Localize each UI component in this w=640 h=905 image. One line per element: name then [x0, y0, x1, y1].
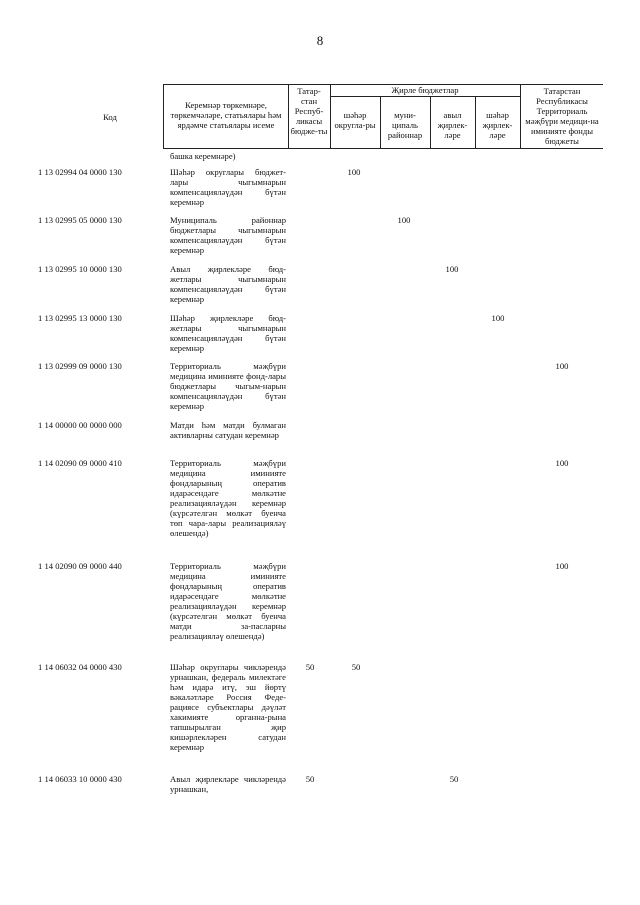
header-tfoms-budget: Татарстан Республикасы Территориаль мәҗбүри медици-на иминияте фонды бюджеты [525, 86, 599, 146]
value-tatarstan-budget: 50 [305, 662, 315, 672]
row-code: 1 14 06033 10 0000 430 [38, 774, 122, 784]
row-name: Шәһәр округлары чикләрендә урнашкан, федераль милектәге һәм идарә итү, эш йөртү вәкаләтләре Россия Феде-рациясе субъектлары дәүләт хакимияте органна-рына тапшырылган җир кишәрлекләрен сатудан керемнәр [170, 662, 286, 752]
row-code: 1 14 06032 04 0000 430 [38, 662, 122, 672]
row-name: башка керемнәре) [170, 151, 236, 161]
value-rural-settlements: 50 [449, 774, 459, 784]
row-name: Шәһәр җирлекләре бюд-жетлары чыгымнарын компенсацияләүдән бүтән керемнәр [170, 313, 286, 353]
value-tfoms-budget: 100 [555, 561, 569, 571]
header-municipal-districts: муни-ципаль районнар [387, 110, 423, 140]
row-code: 1 14 02090 09 0000 410 [38, 458, 122, 468]
header-local-budgets: Җирле бюджетлар [391, 85, 459, 95]
value-city-districts: 100 [347, 167, 361, 177]
row-name: Муниципаль районнар бюджетлары чыгымнарын компенсацияләүдән бүтән керемнәр [170, 215, 286, 255]
row-code: 1 13 02999 09 0000 130 [38, 361, 122, 371]
row-name: Авыл җирлекләре чикләрендә урнашкан, [170, 774, 286, 794]
row-name: Матди һәм матди булмаган активларны сатудан керемнәр [170, 420, 286, 440]
row-code: 1 14 00000 00 0000 000 [38, 420, 122, 430]
row-code: 1 13 02994 04 0000 130 [38, 167, 122, 177]
header-name: Керемнәр төркемнәре, төркемчәләре, статьялары һәм ярдәмче статьялары исеме [170, 100, 282, 130]
header-urban-settlements: шәһәр җирлек-ләре [482, 110, 513, 140]
row-name: Авыл җирлекләре бюд-жетлары чыгымнарын компенсацияләүдән бүтән керемнәр [170, 264, 286, 304]
row-name: Территориаль мәҗбүри медицина иминияте фонд-лары бюджетлары чыгым-нарын компенсацияләүдән бүтән керемнәр [170, 361, 286, 411]
value-rural-settlements: 100 [445, 264, 459, 274]
header-rural-settlements: авыл җирлек-ләре [437, 110, 468, 140]
row-code: 1 13 02995 13 0000 130 [38, 313, 122, 323]
value-tatarstan-budget: 50 [305, 774, 315, 784]
row-code: 1 13 02995 10 0000 130 [38, 264, 122, 274]
row-code: 1 13 02995 05 0000 130 [38, 215, 122, 225]
header-code: Код [103, 112, 117, 122]
header-city-districts: шәһәр округла-ры [334, 110, 376, 130]
header-tatarstan-budget: Татар-стан Респуб-ликасы бюдже-ты [290, 86, 328, 136]
value-tfoms-budget: 100 [555, 458, 569, 468]
row-code: 1 14 02090 09 0000 440 [38, 561, 122, 571]
row-name: Шәһәр округлары бюджет-лары чыгымнарын компенсацияләүдән бүтән керемнәр [170, 167, 286, 207]
value-city-districts: 50 [351, 662, 361, 672]
page-number: 8 [316, 33, 324, 48]
row-name: Территориаль мәҗбүри медицина иминияте фондларының оператив идарәсендәге мөлкәтне реализацияләүдән керемнәр (күрсәтелгән мөлкәт буенча матди за-пасларны реализацияләү өлешендә) [170, 561, 286, 641]
row-name: Территориаль мәҗбүри медицина иминияте фондларының оператив идарәсендәге мөлкәтне реализацияләүдән керемнәр (күрсәтелгән мөлкәт буенча төп чара-лары реализацияләү өлешендә) [170, 458, 286, 538]
value-tfoms-budget: 100 [555, 361, 569, 371]
value-urban-settlements: 100 [491, 313, 505, 323]
value-municipal-districts: 100 [397, 215, 411, 225]
